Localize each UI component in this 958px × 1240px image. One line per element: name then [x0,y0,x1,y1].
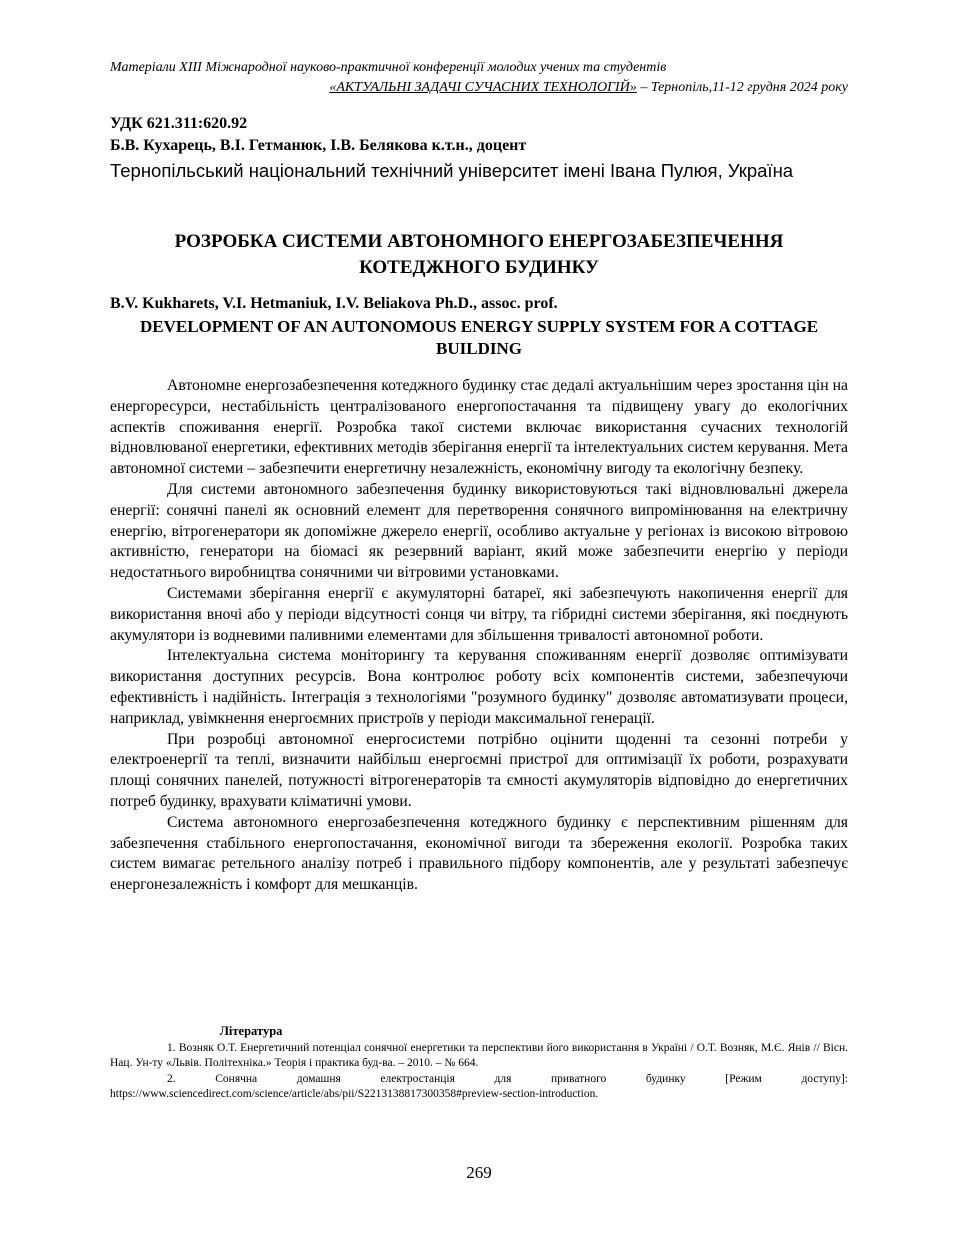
references-section [110,1024,848,1102]
page-number: 269 [466,1163,492,1182]
udk-code: УДК 621.311:620.92 [110,115,248,132]
conference-header [110,58,848,98]
conference-header-line1: Матеріали XIII Міжнародної науково-практичної конференції молодих учених та студентів [110,60,667,75]
title-english: DEVELOPMENT OF AN AUTONOMOUS ENERGY SUPPLY SYSTEM FOR A COTTAGE BUILDING [139,317,819,358]
university-affiliation: Тернопільський національний технічний університет імені Івана Пулюя, Україна [110,160,794,181]
conference-header-line2 [110,78,848,98]
conference-name: «АКТУАЛЬНІ ЗАДАЧІ СУЧАСНИХ ТЕХНОЛОГІЙ» [329,80,637,95]
paragraph: Система автономного енергозабезпечення котеджного будинку є перспективним рішенням для забезпечення стабільного енергопостачання, економічної вигоди та збереження екології. Розробка таких систем вимагає ретельного аналізу потреб і правильного підбору компонентів, але у результаті забезпечує енергонезалежність і комфорт для мешканців. [110,813,848,894]
paragraph: Для системи автономного забезпечення будинку використовуються такі відновлювальні джерела енергії: сонячні панелі як основний елемент для перетворення сонячного випромінювання на електричну енергію, вітрогенератори як допоміжне джерело енергії, особливо актуальне у регіонах із високою вітровою активністю, генератори на біомасі як резервний варіант, який може забезпечити енергію у періоди недостатнього виробництва сонячними чи вітровими установками. [110,480,848,582]
authors-ukrainian: Б.В. Кухарець, В.І. Гетманюк, І.В. Белякова к.т.н., доцент [110,137,527,154]
reference-item: 1. Возняк О.Т. Енергетичний потенціал сонячної енергетики та перспективи його використання в Україні / О.Т. Возняк, М.Є. Янів // Вісн. Нац. Ун-ту «Львів. Політехніка.» Теорія і практика буд-ва. – 2010. – № 664. [110,1042,848,1070]
paragraph: Системами зберігання енергії є акумуляторні батареї, які забезпечують накопичення енергії для використання вночі або у періоди відсутності сонця чи вітру, та гібридні системи зберігання, які поєднують акумулятори із водневими паливними елементами для збільшення тривалості автономної роботи. [110,584,848,644]
paragraph: При розробці автономної енергосистеми потрібно оцінити щоденні та сезонні потреби у електроенергії та теплі, визначити найбільш енергоємні пристрої для оптимізації їх роботи, розрахувати площі сонячних панелей, потужності вітрогенераторів та ємності акумуляторів відповідно до енергетичних потреб будинку, врахувати кліматичні умови. [110,730,848,810]
paragraph: Інтелектуальна система моніторингу та керування споживанням енергії дозволяє оптимізувати використання доступних ресурсів. Вона контролює роботу всіх компонентів системи, забезпечуючи ефективність і надійність. Інтеграція з технологіями "розумного будинку" дозволяє автоматизувати процеси, наприклад, увімкнення енергоємних пристроїв у періоди максимальної генерації. [110,647,848,727]
body-text [110,376,848,896]
reference-item: 2. Сонячна домашня електростанція для приватного будинку [Режим доступу]: https://www.sciencedirect.com/science/article/abs/pii/S2213138817300358#preview-section-introduction. [110,1072,848,1100]
paragraph: Автономне енергозабезпечення котеджного будинку стає дедалі актуальнішим через зростання цін на енергоресурси, нестабільність централізованого енергопостачання та підвищену увагу до екологічних аспектів споживання енергії. Розробка такої системи включає використання сучасних технологій відновлюваної енергетики, ефективних методів зберігання енергії та інтелектуальних систем керування. Мета автономної системи – забезпечити енергетичну незалежність, економічну вигоду та екологічну безпеку. [110,377,848,478]
conference-place-date: – Тернопіль,11-12 грудня 2024 року [636,80,848,95]
authors-english: B.V. Kukharets, V.I. Hetmaniuk, I.V. Beliakova Ph.D., assoc. prof. [110,295,558,312]
references-title: Література [219,1024,283,1038]
title-ukrainian: РОЗРОБКА СИСТЕМИ АВТОНОМНОГО ЕНЕРГОЗАБЕЗПЕЧЕННЯ КОТЕДЖНОГО БУДИНКУ [174,231,784,278]
